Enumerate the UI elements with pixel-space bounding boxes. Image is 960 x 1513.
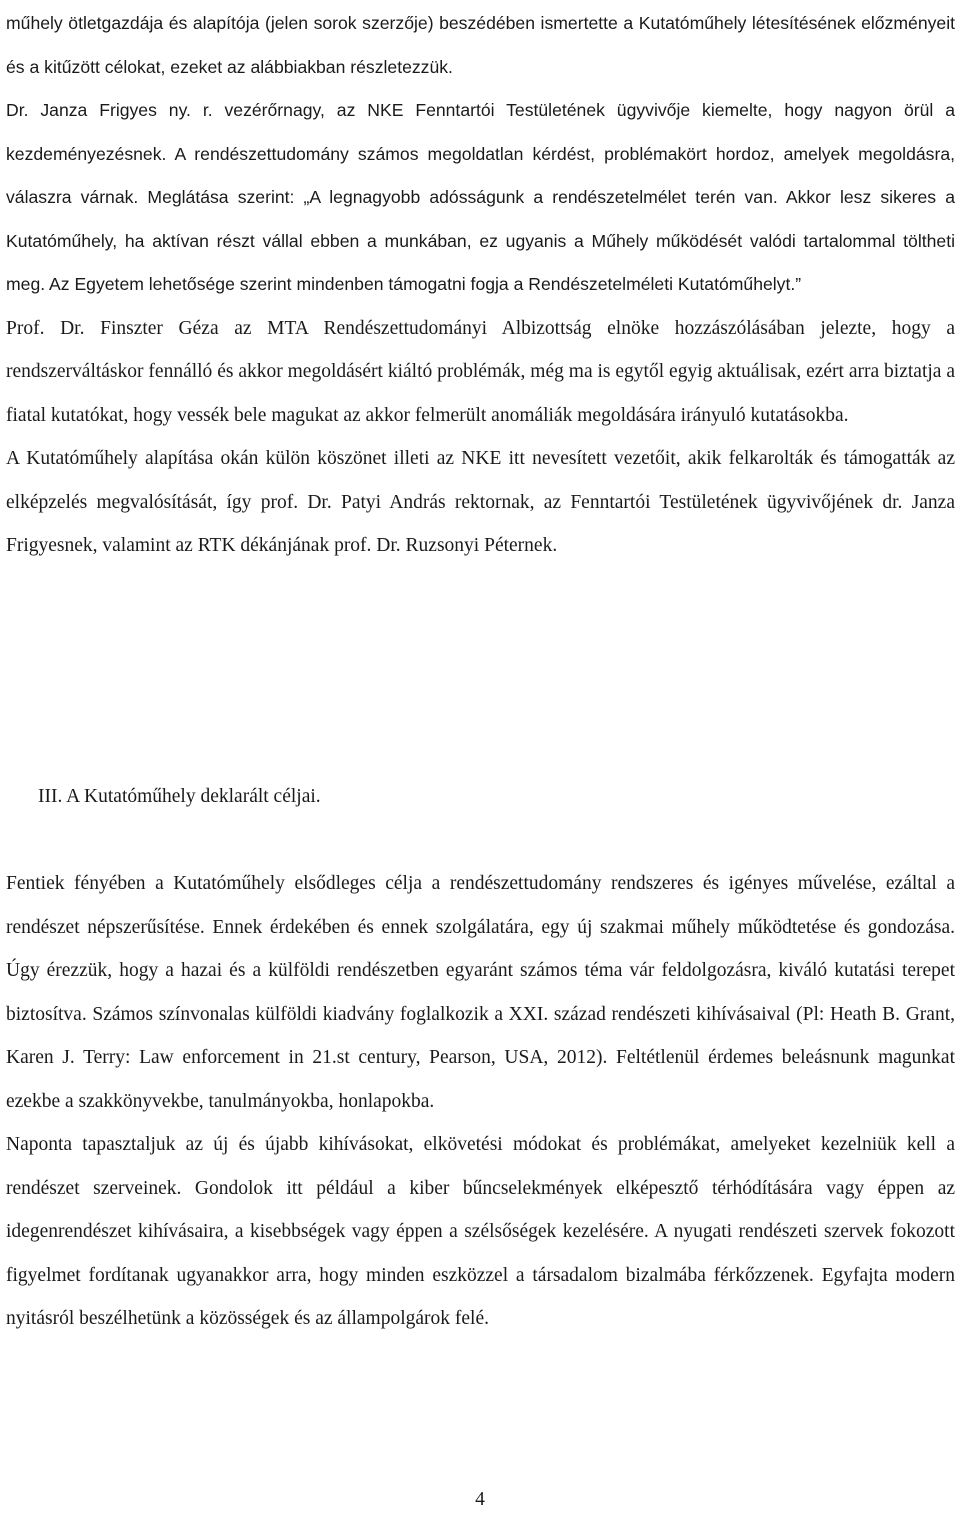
body-text-part1	[6, 2, 955, 568]
paragraph-janza-part2: problémakört hordoz, amelyek megoldásra, válaszra várnak. Meglátása szerint: „A legnagyobb adósságunk a rendészetelmélet terén van. Akkor lesz sikeres a Kutatóműhely, ha aktívan részt vállal ebben a munkában, ez ugyanis a Műhely működését valódi tartalommal töltheti meg. Az Egyetem lehetősége szerint mindenben támogatni fogja a Rendészetelméleti Kutatóműhelyt.”	[6, 143, 955, 294]
paragraph-acknowledgement: A Kutatóműhely alapítása okán külön köszönet illeti az NKE itt nevesített vezetőit, akik felkarolták és támogatták az elképzelés megvalósítását, így prof. Dr. Patyi András rektornak, az Fenntartói Testületének ügyvivőjének dr. Janza Frigyesnek, valamint az RTK dékánjának prof. Dr. Ruzsonyi Péternek.	[6, 448, 955, 556]
paragraph-janza-part1: Dr. Janza Frigyes ny. r. vezérőrnagy, az NKE Fenntartói Testületének ügyvivője kiemelte, hogy nagyon örül a kezdeményezésnek. A rendészettudomány számos megoldatlan kérdést,	[6, 100, 955, 164]
section-heading: III. A Kutatóműhely deklarált céljai.	[38, 786, 321, 807]
paragraph-goals: Fentiek fényében a Kutatóműhely elsődleges célja a rendészettudomány rendszeres és igényes művelése, ezáltal a rendészet népszerűsítése. Ennek érdekében és ennek szolgálatára, egy új szakmai műhely működtetése és gondozása. Úgy érezzük, hogy a hazai és a külföldi rendészetben egyaránt számos téma vár feldolgozásra, kiváló kutatási terepet biztosítva. Számos színvonalas külföldi kiadvány foglalkozik a XXI. század rendészeti kihívásaival (Pl: Heath B. Grant, Karen J. Terry: Law enforcement in 21.st century, Pearson, USA, 2012). Feltétlenül érdemes beleásnunk magunkat ezekbe a szakkönyvekbe, tanulmányokba, honlapokba.	[6, 873, 955, 1112]
body-text-part2	[6, 862, 955, 1341]
paragraph-intro: műhely ötletgazdája és alapítója (jelen sorok szerzője) beszédében ismertette a Kutatóműhely létesítésének előzményeit és a kitűzött célokat, ezeket az alábbiakban részletezzük.	[6, 13, 955, 77]
paragraph-finszter: Prof. Dr. Finszter Géza az MTA Rendészettudományi Albizottság elnöke hozzászólásában jelezte, hogy a rendszerváltáskor fennálló és akkor megoldásért kiáltó problémák, még ma is egytől egyig aktuálisak, ezért arra biztatja a fiatal kutatókat, hogy vessék bele magukat az akkor felmerült anomáliák megoldására irányuló kutatásokba.	[6, 317, 955, 426]
page-number: 4	[475, 1489, 485, 1510]
paragraph-janza	[6, 89, 955, 307]
paragraph-challenges: Naponta tapasztaljuk az új és újabb kihívásokat, elkövetési módokat és problémákat, amelyeket kezelniük kell a rendészet szerveinek. Gondolok itt például a kiber bűncselekmények elképesztő térhódítására vagy éppen az idegenrendészet kihívásaira, a kisebbségek vagy éppen a szélsőségek kezelésére. A nyugati rendészeti szervek fokozott figyelmet fordítanak ugyanakkor arra, hogy minden eszközzel a társadalom bizalmába férkőzzenek. Egyfajta modern nyitásról beszélhetünk a közösségek és az állampolgárok felé.	[6, 1134, 955, 1329]
